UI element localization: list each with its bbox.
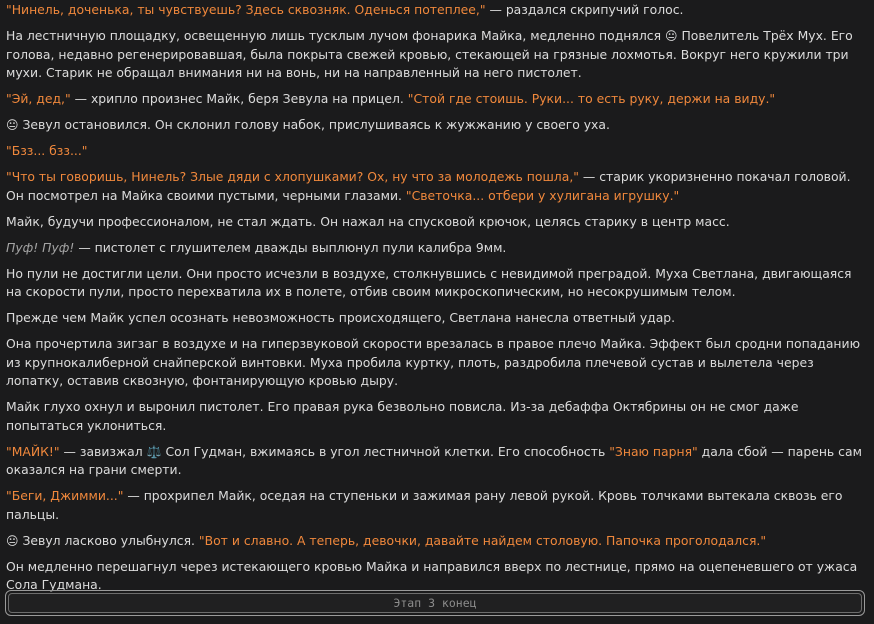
story-paragraph <box>6 265 868 302</box>
story-paragraph <box>6 443 868 480</box>
dialogue-quote: "Нинель, доченька, ты чувствуешь? Здесь сквозняк. Оденься потеплее," <box>6 2 486 17</box>
narration-text: — старик укоризненно покачал головой. Он посмотрел на Майка своими пустыми, черными глазами. <box>6 169 851 203</box>
narration-text: На лестничную площадку, освещенную лишь тусклым лучом фонарика Майка, медленно поднялся <box>6 28 665 43</box>
narration-text: — раздался скрипучий голос. <box>485 2 684 17</box>
narration-text: Прежде чем Майк успел осознать невозможность происходящего, Светлана нанесла ответный удар. <box>6 310 676 325</box>
zevul-face-icon: 😐 <box>665 29 678 43</box>
dialogue-quote: "Бзз... бзз..." <box>6 143 88 158</box>
sound-effect-text: Пуф! Пуф! <box>6 239 75 255</box>
story-paragraph <box>6 90 868 109</box>
narration-text: Сол Гудман, вжимаясь в угол лестничной клетки. Его способность <box>161 443 610 459</box>
story-paragraph <box>6 213 868 232</box>
narration-text: — завизжал <box>59 443 147 459</box>
zevul-face-icon: 😐 <box>6 118 19 132</box>
story-paragraph <box>6 487 868 524</box>
narration-text: Но пули не достигли цели. Они просто исчезли в воздухе, столкнувшись с невидимой преградой. Муха Светлана, двигающаяся на скорости пули, просто перехватила их в полете, отбив своим микроскопическим, но несокрушимым телом. <box>6 265 852 299</box>
stage-end-banner[interactable] <box>5 590 865 616</box>
story-paragraph <box>6 309 868 328</box>
stage-end-label: Этап 3 конец <box>8 593 862 613</box>
story-paragraph <box>6 168 868 205</box>
story-paragraph <box>6 532 868 551</box>
narration-text: Майк, будучи профессионалом, не стал ждать. Он нажал на спусковой крючок, целясь старику в центр масс. <box>6 213 730 229</box>
narration-text: Зевул остановился. Он склонил голову набок, прислушиваясь к жужжанию у своего уха. <box>18 117 610 132</box>
story-paragraph <box>6 558 868 595</box>
dialogue-quote: "Знаю парня" <box>609 443 698 459</box>
story-paragraph <box>6 116 868 135</box>
dialogue-quote: "Вот и славно. А теперь, девочки, давайте найдем столовую. Папочка проголодался." <box>198 532 767 548</box>
dialogue-quote: "Эй, дед," <box>6 91 71 106</box>
zevul-face-icon: 😐 <box>6 533 19 548</box>
dialogue-quote: "Стой где стоишь. Руки... то есть руку, держи на виду." <box>407 91 776 106</box>
narration-text: — пистолет с глушителем дважды выплюнул пули калибра 9мм. <box>74 239 507 255</box>
narration-text: Он медленно перешагнул через истекающего кровью Майка и направился вверх по лестнице, прямо на оцепеневшего от ужаса Сола Гудмана. <box>6 558 858 592</box>
story-paragraph <box>6 1 868 20</box>
dialogue-quote: "Светочка... отбери у хулигана игрушку." <box>405 187 680 203</box>
story-text <box>6 1 868 602</box>
dialogue-quote: "МАЙК!" <box>6 443 60 459</box>
narration-text: — прохрипел Майк, оседая на ступеньки и зажимая рану левой рукой. Кровь толчками вытекала сквозь его пальцы. <box>6 488 843 522</box>
story-paragraph <box>6 335 868 391</box>
narration-text: Зевул ласково улыбнулся. <box>18 532 199 548</box>
narration-text: Она прочертила зигзаг в воздухе и на гиперзвуковой скорости врезалась в правое плечо Майка. Эффект был сродни попаданию из крупнокалиберной снайперской винтовки. Муха пробила куртку, плоть, раздробила плечевой сустав и вылетела через лопатку, оставив сквозную, фонтанирующую кровью дыру. <box>6 336 861 388</box>
scales-icon: ⚖️ <box>146 444 162 459</box>
narration-text: Майк глухо охнул и выронил пистолет. Его правая рука безвольно повисла. Из-за дебаффа Октябрины он не смог даже попытаться уклониться. <box>6 399 799 433</box>
narration-text: Повелитель Трёх Мух. Его голова, недавно регенерировавшая, была покрыта свежей кровью, стекающей на грязные лохмотья. Вокруг него кружили три мухи. Старик не обращал внимания ни на вонь, ни на направленный на него пистолет. <box>6 28 853 80</box>
narration-text: — хрипло произнес Майк, беря Зевула на прицел. <box>70 91 408 106</box>
story-paragraph <box>6 27 868 83</box>
story-paragraph <box>6 239 868 258</box>
story-paragraph <box>6 142 868 161</box>
dialogue-quote: "Что ты говоришь, Нинель? Злые дяди с хлопушками? Ох, ну что за молодежь пошла," <box>6 169 579 184</box>
narration-text: дала сбой — парень сам оказался на грани смерти. <box>6 443 862 477</box>
dialogue-quote: "Беги, Джимми..." <box>6 488 124 503</box>
story-paragraph <box>6 398 868 435</box>
